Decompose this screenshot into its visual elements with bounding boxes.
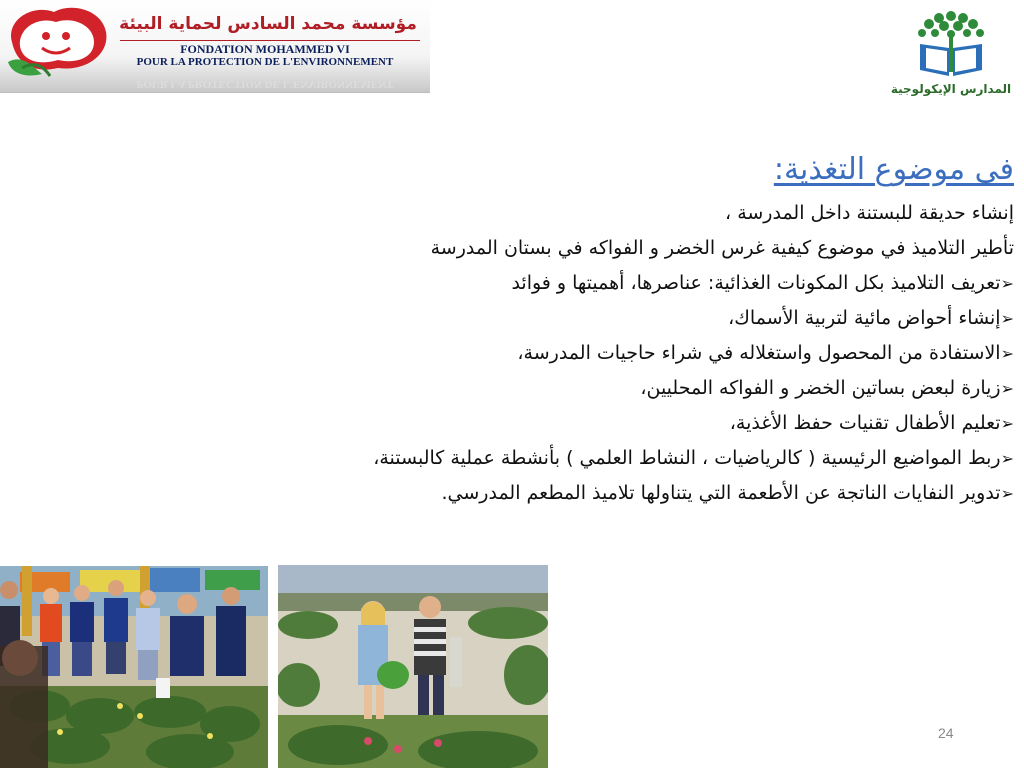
list-item-text: إنشاء حديقة للبستنة داخل المدرسة ،: [725, 202, 1014, 224]
eco-schools-logo-icon: [906, 8, 996, 80]
foundation-french-name: FONDATION MOHAMMED VI: [180, 42, 350, 56]
foundation-arabic-name: مؤسسة محمد السادس لحماية البيئة: [119, 14, 417, 34]
slide-heading: فى موضوع التغذية:: [773, 152, 1014, 187]
eco-schools-label: المدارس الإيكولوجية: [890, 82, 1012, 96]
list-item: [74, 371, 1014, 406]
children-watering-photo: [278, 565, 548, 768]
arrow-bullet-icon: ➢: [1000, 414, 1014, 433]
foundation-banner: [0, 0, 430, 93]
list-item: [74, 406, 1014, 441]
list-item: [74, 266, 1014, 301]
list-item-text: زيارة لبعض بساتين الخضر و الفواكه المحليين،: [640, 377, 1001, 399]
list-item-text: تعريف التلاميذ بكل المكونات الغذائية: عناصرها، أهميتها و فوائد: [511, 272, 1001, 294]
arrow-bullet-icon: ➢: [1000, 274, 1014, 293]
page-number: 24: [938, 725, 954, 741]
list-item-text: ربط المواضيع الرئيسية ( كالرياضيات ، النشاط العلمي ) بأنشطة عملية كالبستنة،: [373, 447, 1001, 469]
list-item: [74, 441, 1014, 476]
list-item-text: إنشاء أحواض مائية لتربية الأسماك،: [728, 307, 1001, 329]
foundation-french-subtitle: POUR LA PROTECTION DE L'ENVIRONNEMENT: [136, 56, 394, 68]
list-item: [74, 336, 1014, 371]
list-item-text: الاستفادة من المحصول واستغلاله في شراء حاجيات المدرسة،: [517, 342, 1001, 364]
list-item: [74, 301, 1014, 336]
banner-divider: [120, 40, 420, 41]
arrow-bullet-icon: ➢: [1000, 484, 1014, 503]
children-garden-photo: [0, 566, 268, 768]
arrow-bullet-icon: ➢: [1000, 344, 1014, 363]
list-item: [74, 476, 1014, 511]
banner-reflection: POUR LA PROTECTION DE L'ENVIRONNEMENT: [136, 78, 394, 90]
list-item-text: تدوير النفايات الناتجة عن الأطعمة التي يتناولها تلاميذ المطعم المدرسي.: [441, 482, 1001, 504]
arrow-bullet-icon: ➢: [1000, 309, 1014, 328]
list-item: [74, 231, 1014, 266]
arrow-bullet-icon: ➢: [1000, 379, 1014, 398]
list-item-text: تأطير التلاميذ في موضوع كيفية غرس الخضر و الفواكه في بستان المدرسة: [430, 237, 1014, 259]
slide-content: [74, 146, 1014, 511]
list-item-text: تعليم الأطفال تقنيات حفظ الأغذية،: [729, 412, 1001, 434]
list-item: [74, 196, 1014, 231]
foundation-logo-icon: [2, 2, 110, 80]
arrow-bullet-icon: ➢: [1000, 449, 1014, 468]
